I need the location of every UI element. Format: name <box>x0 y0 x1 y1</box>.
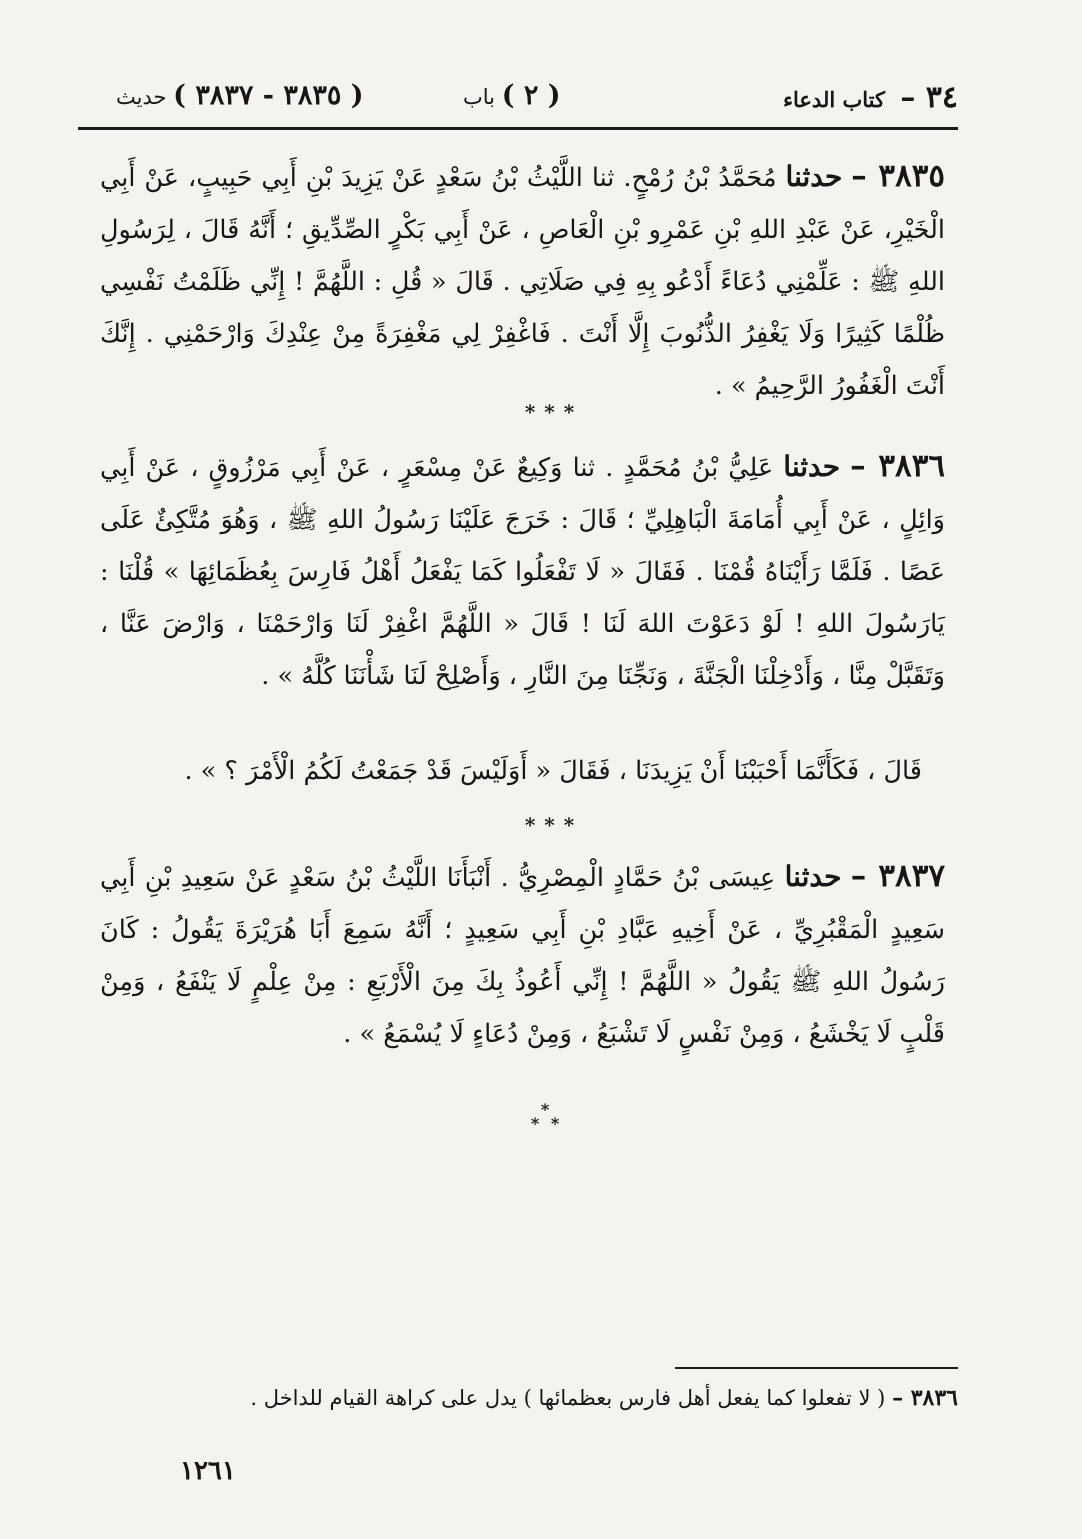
header-rule <box>78 127 958 130</box>
footnote-number: ٣٨٣٦ – <box>892 1385 958 1411</box>
hadith-opening: حدثنا <box>784 860 842 893</box>
hadith-3836 <box>100 440 945 702</box>
section-separator: * * * <box>524 813 576 837</box>
svg-text:*: * <box>540 1102 550 1119</box>
header-page-number: ٣٤ – <box>900 80 958 115</box>
hadith-3836-continuation: قَالَ ، فَكَأَنَّمَا أَحْبَبْنَا أَنْ يَزِيدَنَا ، فَقَالَ « أَوَلَيْسَ قَدْ جَمَعْتُ لَكُمُ الْأَمْرَ ؟ » . <box>184 756 922 786</box>
running-header <box>78 80 958 120</box>
header-book-title: كتاب الدعاء <box>783 87 885 112</box>
svg-text:*: * <box>530 1114 540 1132</box>
hadith-text: عَلِيُّ بْنُ مُحَمَّدٍ . ثنا وَكِيعٌ عَنْ مِسْعَرٍ ، عَنْ أَبِي مَرْزُوقٍ ، عَنْ أَبِي وَائِلٍ ، عَنْ أَبِي أُمَامَةَ الْبَاهِلِيِّ ؛ قَالَ : خَرَجَ عَلَيْنَا رَسُولُ اللهِ ﷺ ، وَهُوَ مُتَّكِئٌ عَلَى عَصًا . فَلَمَّا رَأَيْنَاهُ قُمْنَا . فَقَالَ « لَا تَفْعَلُوا كَمَا يَفْعَلُ أَهْلُ فَارِسَ بِعُظَمَائِهَا » قُلْنَا : يَارَسُولَ اللهِ ! لَوْ دَعَوْتَ اللهَ لَنَا ! قَالَ « اللَّهُمَّ اغْفِرْ لَنَا وَارْحَمْنَا ، وَارْضَ عَنَّا ، وَتَقَبَّلْ مِنَّا ، وَأَدْخِلْنَا الْجَنَّةَ ، وَنَجِّنَا مِنَ النَّارِ ، وَأَصْلِحْ لَنَا شَأْنَنَا كُلَّهُ » . <box>100 453 945 691</box>
header-chapter-word: باب <box>463 85 496 109</box>
hadith-text: مُحَمَّدُ بْنُ رُمْحٍ. ثنا اللَّيْثُ بْنُ سَعْدٍ عَنْ يَزِيدَ بْنِ أَبِي حَبِيبٍ، عَنْ أَبِي الْخَيْرِ، عَنْ عَبْدِ اللهِ بْنِ عَمْرِو بْنِ الْعَاصِ ، عَنْ أَبِي بَكْرٍ الصِّدِّيقِ ؛ أَنَّهُ قَالَ ، لِرَسُولِ اللهِ ﷺ : عَلِّمْنِي دُعَاءً أَدْعُو بِهِ فِي صَلَاتِي . قَالَ « قُلِ : اللَّهُمَّ ! إِنِّي ظَلَمْتُ نَفْسِي ظُلْمًا كَثِيرًا وَلَا يَغْفِرُ الذُّنُوبَ إِلَّا أَنْتَ . فَاغْفِرْ لِي مَغْفِرَةً مِنْ عِنْدِكَ وَارْحَمْنِي . إِنَّكَ أَنْتَ الْغَفُورُ الرَّحِيمُ » . <box>100 163 945 401</box>
section-separator: * * * <box>524 400 576 424</box>
end-ornament-icon <box>525 1102 565 1132</box>
footnote-text: ( لا تفعلوا كما يفعل أهل فارس بعظمائها ) يدل على كراهة القيام للداخل . <box>250 1386 886 1410</box>
header-book <box>783 80 958 115</box>
hadith-3835 <box>100 150 945 412</box>
page-number: ١٢٦١ <box>180 1456 236 1486</box>
hadith-3837 <box>100 850 945 1060</box>
svg-text:*: * <box>550 1114 560 1132</box>
footnote-rule <box>675 1367 958 1369</box>
header-hadith-word: حديث <box>116 85 167 109</box>
hadith-opening: حدثنا <box>783 450 841 483</box>
hadith-opening: حدثنا <box>785 160 843 193</box>
hadith-number: ٣٨٣٧ – <box>850 858 945 894</box>
footnote <box>250 1385 958 1411</box>
header-chapter-number: ( ٢ ) <box>501 80 561 111</box>
header-range-numbers: ( ٣٨٣٥ - ٣٨٣٧ ) <box>173 80 364 111</box>
header-hadith-range <box>116 80 364 111</box>
header-chapter <box>463 80 561 111</box>
hadith-number: ٣٨٣٦ – <box>850 448 946 484</box>
hadith-text: عِيسَى بْنُ حَمَّادٍ الْمِصْرِيُّ . أَنْبَأَنَا اللَّيْثُ بْنُ سَعْدٍ عَنْ سَعِيدِ بْنِ أَبِي سَعِيدٍ الْمَقْبُرِيِّ ، عَنْ أَخِيهِ عَبَّادِ بْنِ أَبِي سَعِيدٍ ؛ أَنَّهُ سَمِعَ أَبَا هُرَيْرَةَ يَقُولُ : كَانَ رَسُولُ اللهِ ﷺ يَقُولُ « اللَّهُمَّ ! إِنِّي أَعُوذُ بِكَ مِنَ الْأَرْبَعِ : مِنْ عِلْمٍ لَا يَنْفَعُ ، وَمِنْ قَلْبٍ لَا يَخْشَعُ ، وَمِنْ نَفْسٍ لَا تَشْبَعُ ، وَمِنْ دُعَاءٍ لَا يُسْمَعُ » . <box>100 863 945 1049</box>
hadith-number: ٣٨٣٥ – <box>851 158 946 194</box>
